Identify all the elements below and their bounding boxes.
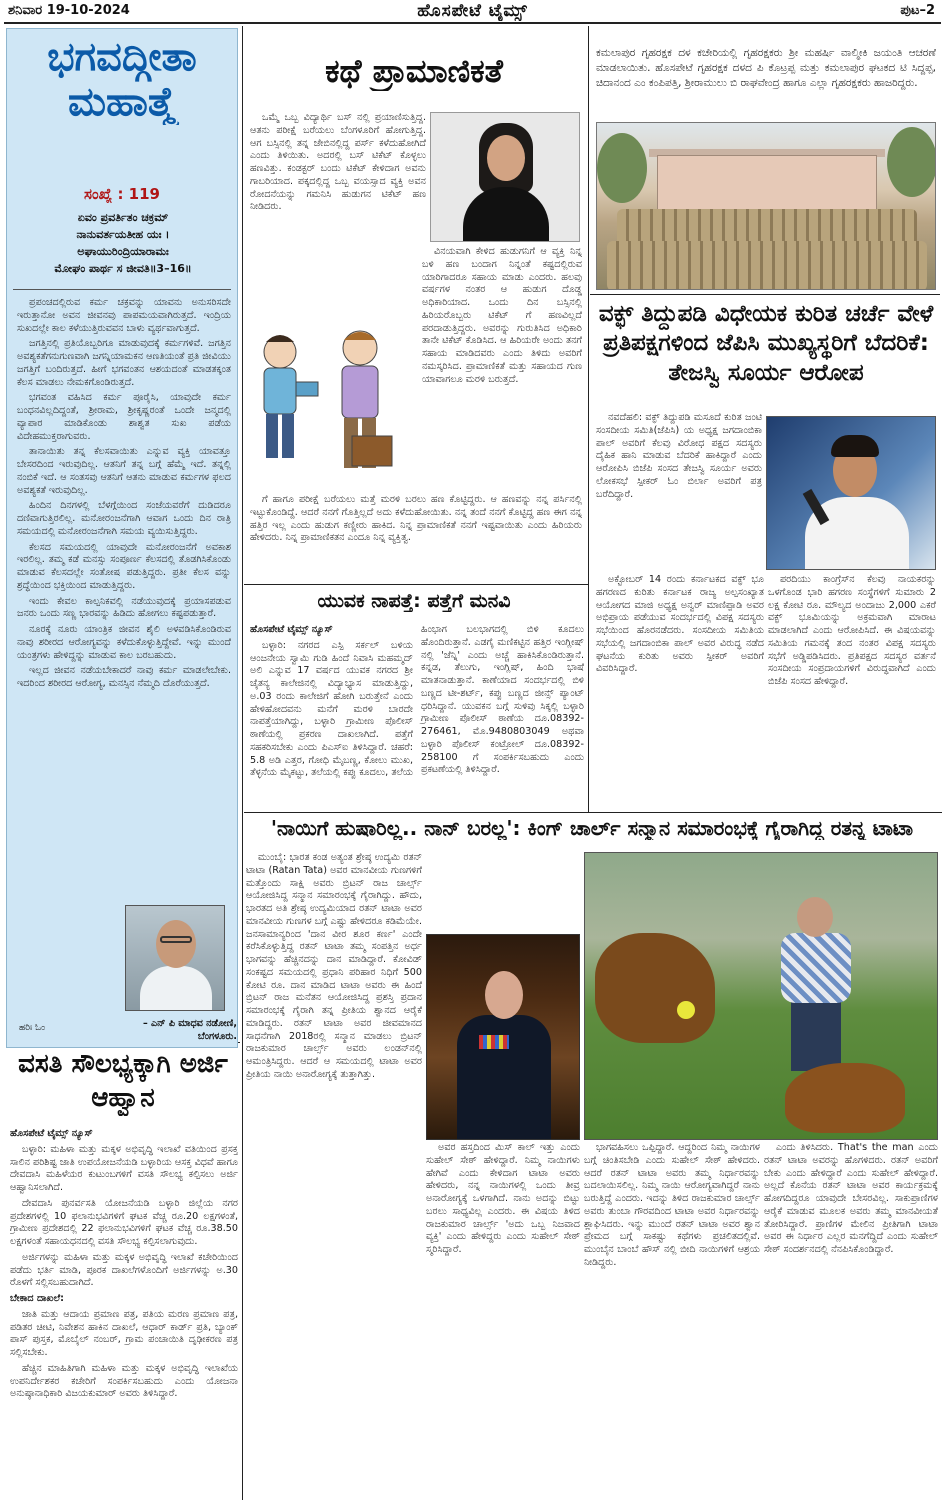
verse-line: ಅಘಾಯುರಿಂದ್ರಿಯಾರಾಮಃ bbox=[77, 245, 169, 259]
gita-paragraph: ಭಗವಂತ ವಹಿಸಿದ ಕರ್ಮ ಪೂರೈಸಿ, ಯಾವುದೇ ಕರ್ಮ ಬಂಧನವಿಲ್ಲದಿದ್ದಂತೆ, ಶ್ರೀರಾಮ, ಶ್ರೀಕೃಷ್ಣರಂತೆ ಒಂದೇ ಜನ್ಮದಲ್ಲಿ ವ್ಯಾಪಾರ ಮಾಡಿಕೊಂಡು ಶಾಶ್ವತ ಸುಖ ಪಡೆಯ ವಿದೇಹಮುಕ್ತರಾಗುವರು. bbox=[17, 392, 231, 442]
vasati-byline: ಹೊಸಪೇಟೆ ಟೈಮ್ಸ್ ನ್ಯೂಸ್ bbox=[10, 1128, 93, 1139]
vasati-paragraph: ಹೆಚ್ಚಿನ ಮಾಹಿತಿಗಾಗಿ ಮಹಿಳಾ ಮತ್ತು ಮಕ್ಕಳ ಅಭಿವೃದ್ಧಿ ಇಲಾಖೆಯ ಉಪನಿರ್ದೇಶಕರ ಕಚೇರಿಗೆ ಸಂಪರ್ಕಿಸಬಹುದು ಎಂದು ಯೋಜನಾ ಅನುಷ್ಠಾನಾಧಿಕಾರಿ ವಿಜಯಕುಮಾರ್ ಅವರು ತಿಳಿಸಿದ್ದಾರೆ. bbox=[10, 1362, 238, 1400]
gita-box bbox=[6, 28, 238, 1048]
tata-body bbox=[424, 852, 578, 932]
waqf-body bbox=[596, 412, 762, 572]
column-rule-1 bbox=[242, 26, 243, 1500]
gita-paragraph: ನೂರಕ್ಕೆ ನೂರು ಯಾಂತ್ರಿಕ ಜೀವನ ಶೈಲಿ ಅಳವಡಿಸಿಕೊಂಡಿರುವ ನಾವು ಶರೀರದ ಆರೋಗ್ಯವನ್ನು ಕಳೆದುಕೊಳ್ಳುತ್ತಿದ್ದೇವೆ. ಇನ್ನು ಮುಂದೆ ಯಂತ್ರಗಳು ಹೇಳಿದ್ದನ್ನು ಮಾಡುವ ಕಾಲ ಬರಬಹುದು. bbox=[17, 624, 231, 661]
waqf-paragraph: ಪರದಿಯು ಕಾಂಗ್ರೆಸ್‌ನ ಕೆಲವು ನಾಯಕರನ್ನು ಒಳಗೊಂಡ ಭಾರಿ ಹಗರಣ ಸಂಸ್ಥೆಗಳಿಗೆ ಸುಮಾರು 2 ಲಕ್ಷ ಕೋಟಿ ರೂ. ಮೌಲ್ಯದ ಅಂದಾಜು 2,000 ಎಕರೆ ವಕ್ಫ್ ಭೂಮಿಯನ್ನು ಅಕ್ರಮವಾಗಿ ಮಾರಾಟ ಮಾಡಲಾಗಿದೆ ಎಂದು ಆರೋಪಿಸಿದೆ. ಈ ವಿಷಯವನ್ನು ಸಮಿತಿಯ ಗಮನಕ್ಕೆ ತಂದ ನಂತರ ವಿಪಕ್ಷ ಸದಸ್ಯರು ಸಭೆಗೆ ಅಡ್ಡಿಪಡಿಸಿದರು. ಪ್ರತಿಪಕ್ಷದ ಸದಸ್ಯರ ವರ್ತನೆ ಸಂಸದೀಯ ಸಂಪ್ರದಾಯಗಳಿಗೆ ವಿರುದ್ಧವಾಗಿದೆ ಎಂದು ಬಿಜೆಪಿ ಸಂಸದ ಹೇಳಿದ್ದಾರೆ. bbox=[768, 574, 936, 687]
homeguard-caption: ಕಮಲಾಪುರ ಗೃಹರಕ್ಷಕ ದಳ ಕಚೇರಿಯಲ್ಲಿ ಗೃಹರಕ್ಷಕರು ಶ್ರೀ ಮಹರ್ಷಿ ವಾಲ್ಮೀಕಿ ಜಯಂತಿ ಆಚರಣೆ ಮಾಡಲಾಯಿತು. ಹೊಸಪೇಟೆ ಗೃಹರಕ್ಷಕ ದಳದ ಪಿ ಕೊಟ್ರಪ್ಪ ಮತ್ತು ಕಮಲಾಪುರ ಘಟಕದ ಟಿ ಸಿದ್ದಪ್ಪ, ಚಿದಾನಂದ ಎಂ ಕಂಪಿಪತ್ತಿ, ಶ್ರೀರಾಮುಲು ಬಿ ರಾಘವೇಂದ್ರ ಹಾಗೂ ಎಲ್ಲಾ ಗೃಹರಕ್ಷಕರು ಹಾಜರಿದ್ದರು. bbox=[596, 47, 936, 90]
column-rule-2 bbox=[588, 26, 589, 812]
tata-body bbox=[764, 1142, 938, 1492]
masthead-title: ಹೊಸಪೇಟೆ ಟೈಮ್ಸ್ bbox=[417, 1, 528, 21]
katha-body bbox=[422, 246, 582, 492]
gita-paragraph: ತಾನಾಯಿತು ತನ್ನ ಕೆಲಸವಾಯಿತು ಎನ್ನುವ ವ್ಯಕ್ತಿ ಯಾವತ್ತೂ ಬೇಸರದಿಂದ ಇರುವುದಿಲ್ಲ. ಆತನಿಗೆ ತನ್ನ ಬಗ್ಗೆ ಹೆಮ್ಮೆ ಇದೆ. ತನ್ನಲ್ಲಿ ನಂಬಿಕೆ ಇದೆ. ಆ ಸಂತಸವು ಆತನಿಗೆ ಆತನು ಮಾಡುವ ಕರ್ಮಗಳ ಫಲದ ಅವಶ್ಯಕತೆ ಇರುವುದಿಲ್ಲ. bbox=[17, 446, 231, 496]
page-number: ಪುಟ–2 bbox=[900, 3, 935, 18]
tata-paragraph: ಭಾಗವಹಿಸಲು ಒಪ್ಪಿದ್ದಾರೆ. ಆದ್ದರಿಂದ ನಿಮ್ಮ ನಾಯಿಗಳ ಬಗ್ಗೆ ಚಿಂತಿಸಬೇಡಿ ಎಂದು ಸುಹೇಲ್ ಸೇಠ್ ಹೇಳಿದರು. ಆದರೆ ರತನ್ ಟಾಟಾ ಅವರು ತಮ್ಮ ನಿರ್ಧಾರವನ್ನು ಬದಲಾಯಿಸಲಿಲ್ಲ. ನಿಮ್ಮ ನಾಯಿ ಆರೋಗ್ಯವಾಗಿದ್ದರೆ ನಾನು ಬರುತ್ತಿದ್ದೆ ಎಂದರು. ಇದನ್ನು ತಿಳಿದ ರಾಜಕುಮಾರ ಚಾರ್ಲ್ಸ್ ಅವರು ತುಂಬಾ ಗೌರವದಿಂದ ಟಾಟಾ ಅವರ ನಿರ್ಧಾರವನ್ನು ಶ್ಲಾಘಿಸಿದರು. ಇನ್ನು ಮುಂದೆ ರತನ್ ಟಾಟಾ ಅವರ ಶ್ವಾನ ಪ್ರೇಮದ ಬಗ್ಗೆ ಸಾಕಷ್ಟು ಕಥೆಗಳು ಪ್ರಚಲಿತದಲ್ಲಿವೆ. ಮುಂಬೈನ ಬಾಂಬೆ ಹೌಸ್ ನಲ್ಲಿ ಬೀದಿ ನಾಯಿಗಳಿಗೆ ಆಶ್ರಯ ನೀಡಿದ್ದರು. bbox=[584, 1142, 760, 1268]
vasati-body bbox=[10, 1128, 238, 1494]
yuvaka-byline: ಹೊಸಪೇಟೆ ಟೈಮ್ಸ್ ನ್ಯೂಸ್ bbox=[250, 624, 333, 635]
gita-number: ಸಂಖ್ಯೆ : 119 bbox=[84, 185, 160, 203]
waqf-body bbox=[596, 574, 764, 810]
tata-body bbox=[426, 1142, 580, 1492]
gita-paragraph: ಪ್ರಪಂಚದಲ್ಲಿರುವ ಕರ್ಮ ಚಕ್ರವನ್ನು ಯಾವನು ಅನುಸರಿಸದೇ ಇರುತ್ತಾನೋ ಅವನ ಜೀವನವು ಪಾಪಮಯವಾಗಿರುತ್ತದೆ. ಇಂದ್ರಿಯ ಸುಖದಲ್ಲೇ ಕಾಲ ಕಳೆಯುತ್ತಿರುವವನ ಬಾಳು ವ್ಯರ್ಥವಾಗುತ್ತದೆ. bbox=[17, 297, 231, 334]
katha-paragraph: ವಿನಯವಾಗಿ ಕೇಳಿದ ಹುಡುಗನಿಗೆ ಆ ವ್ಯಕ್ತಿ ನಿನ್ನ ಬಳಿ ಹಣ ಬಂದಾಗ ನಿನ್ನಂತೆ ಕಷ್ಟದಲ್ಲಿರುವ ಯಾರಿಗಾದರೂ ಸಹಾಯ ಮಾಡು ಎಂದರು. ಹಲವು ವರ್ಷಗಳ ನಂತರ ಆ ಹುಡುಗ ದೊಡ್ಡ ಅಧಿಕಾರಿಯಾದ. ಒಂದು ದಿನ ಬಸ್ಸಿನಲ್ಲಿ ಹಿರಿಯರೊಬ್ಬರು ಟಿಕೆಟ್ ಗೆ ಹಣವಿಲ್ಲದೆ ಪರದಾಡುತ್ತಿದ್ದರು. ಅವರನ್ನು ಗುರುತಿಸಿದ ಅಧಿಕಾರಿ ತಾನೇ ಟಿಕೆಟ್ ಕೊಡಿಸಿದ. ಆ ಹಿರಿಯರೇ ಅಂದು ತನಗೆ ಸಹಾಯ ಮಾಡಿದವರು ಎಂದು ತಿಳಿದು ಅವರಿಗೆ ನಮಸ್ಕರಿಸಿದ. ಪ್ರಾಮಾಣಿಕತೆ ಮತ್ತು ಸಹಾಯದ ಗುಣ ಯಾವಾಗಲೂ ಮರಳಿ ಬರುತ್ತದೆ. bbox=[422, 246, 582, 385]
vasati-headline: ವಸತಿ ಸೌಲಭ್ಯಕ್ಕಾಗಿ ಅರ್ಜಿ ಆಹ್ವಾನ bbox=[18, 1049, 228, 1113]
yuvaka-body bbox=[250, 624, 584, 824]
tata-paragraph: ಅವರ ಹಸ್ತದಿಂದ ಮಿಸ್ ಕಾಲ್ ಇತ್ತು ಎಂದು ಸುಹೇಲ್ ಸೇಠ್ ಹೇಳಿದ್ದಾರೆ. ನಿಮ್ಮ ನಾಯಿಗಳು ಹೇಗಿವೆ ಎಂದು ಕೇಳಿದಾಗ ಟಾಟಾ ಅವರು ಹೇಳಿದರು, ನನ್ನ ನಾಯಿಗಳಲ್ಲಿ ಒಂದು ತೀವ್ರ ಅನಾರೋಗ್ಯಕ್ಕೆ ಒಳಗಾಗಿದೆ. ನಾನು ಅದನ್ನು ಬಿಟ್ಟು ಬರಲು ಸಾಧ್ಯವಿಲ್ಲ ಎಂದರು. ಈ ವಿಷಯ ತಿಳಿದ ರಾಜಕುಮಾರ ಚಾರ್ಲ್ಸ್ 'ಅದು ಒಬ್ಬ ನಿಜವಾದ ವ್ಯಕ್ತಿ' ಎಂದು ಹೇಳಿದ್ದರು ಎಂದು ಸುಹೇಲ್ ಸೇಠ್ ಸ್ಮರಿಸಿದ್ದಾರೆ. bbox=[426, 1142, 580, 1255]
vasati-paragraph: ಜಾತಿ ಮತ್ತು ಆದಾಯ ಪ್ರಮಾಣ ಪತ್ರ, ಪತಿಯ ಮರಣ ಪ್ರಮಾಣ ಪತ್ರ, ಪಡಿತರ ಚೀಟಿ, ನಿವೇಶನ ಹಾಕಿನ ದಾಖಲೆ, ಆಧಾರ್ ಕಾರ್ಡ್ ಪ್ರತಿ, ಬ್ಯಾಂಕ್ ಪಾಸ್ ಪುಸ್ತಕ, ಮೊಬೈಲ್ ನಂಬರ್, ಗ್ರಾಮ ಪಂಚಾಯಿತಿ ದೃಢೀಕರಣ ಪತ್ರ ಸಲ್ಲಿಸಬೇಕು. bbox=[10, 1308, 238, 1358]
section-rule-katha bbox=[244, 584, 588, 585]
gita-author bbox=[77, 1017, 237, 1044]
waqf-body bbox=[768, 574, 936, 810]
author-name: – ಎನ್ ಪಿ ಮಾಧವ ನಡೋಣಿ, bbox=[143, 1018, 237, 1029]
vasati-docs-heading: ಬೇಕಾದ ದಾಖಲೆ: bbox=[10, 1293, 64, 1304]
yuvaka-paragraph: ಬಳ್ಳಾರಿ: ನಗರದ ಎಸ್ಪಿ ಸರ್ಕಲ್ ಬಳಿಯ ಆಂಜನೇಯ ಸ್ವಾಮಿ ಗುಡಿ ಹಿಂದೆ ನಿವಾಸಿ ಮಹಮ್ಮದ್ ಅಲಿ ಎನ್ನುವ 17 ವರ್ಷದ ಯುವಕ ನಗರದ ಶ್ರೀ ಚೈತನ್ಯ ಕಾಲೇಜಿನಲ್ಲಿ ವಿದ್ಯಾಭ್ಯಾಸ ಮಾಡುತ್ತಿದ್ದು, ಅ.03 ರಂದು ಕಾಲೇಜಿಗೆ ಹೋಗಿ ಬರುತ್ತೇನೆ ಎಂದು ಹೇಳಿಹೋದವನು ಮನೆಗೆ ಮರಳಿ ಬಾರದೇ ನಾಪತ್ತೆಯಾಗಿದ್ದು, ಬಳ್ಳಾರಿ ಗ್ರಾಮೀಣ ಪೊಲೀಸ್ ಠಾಣೆಯಲ್ಲಿ ಪ್ರಕರಣ ದಾಖಲಾಗಿದೆ. ಪತ್ತೆಗೆ ಸಹಕರಿಸಬೇಕು ಎಂದು ಪಿಎಸ್ಐ ತಿಳಿಸಿದ್ದಾರೆ. ಚಹರೆ: 5.8 ಅಡಿ ಎತ್ತರ, ಗೋಧಿ ಮೈಬಣ್ಣ, ಕೋಲು ಮುಖ, ತೆಳ್ಳನೆಯ ಮೈಕಟ್ಟು, ತಲೆಯಲ್ಲಿ ಕಪ್ಪು ಕೂದಲು, ತಲೆಯ ಹಿಂಭಾಗ ಬಲಭಾಗದಲ್ಲಿ ಬಿಳಿ ಕೂದಲು ಹೊಂದಿರುತ್ತಾನೆ. ಎಡಗೈ ಮಣಿಕಟ್ಟಿನ ಹತ್ತಿರ ಇಂಗ್ಲೀಷ್ ನಲ್ಲಿ 'ಜೆನ್ನಿ' ಎಂದು ಅಚ್ಚೆ ಹಾಕಿಸಿಕೊಂಡಿರುತ್ತಾನೆ. ಕನ್ನಡ, ತೆಲುಗು, ಇಂಗ್ಲಿಷ್, ಹಿಂದಿ ಭಾಷೆ ಮಾತನಾಡುತ್ತಾನೆ. ಕಾಣೆಯಾದ ಸಂದರ್ಭದಲ್ಲಿ ಬಿಳಿ ಬಣ್ಣದ ಟೀ-ಶರ್ಟ್, ಕಪ್ಪು ಬಣ್ಣದ ಜೀನ್ಸ್ ಪ್ಯಾಂಟ್ ಧರಿಸಿದ್ದಾನೆ. ಯುವಕನ ಬಗ್ಗೆ ಸುಳಿವು ಸಿಕ್ಕಲ್ಲಿ ಬಳ್ಳಾರಿ ಗ್ರಾಮೀಣ ಪೊಲೀಸ್ ಠಾಣೆಯ ದೂ.08392-276461, ಮೊ.9480803049 ಅಥವಾ ಬಳ್ಳಾರಿ ಪೊಲೀಸ್ ಕಂಟ್ರೋಲ್ ದೂ.08392-258100 ಗೆ ಸಂಪರ್ಕಿಸಬಹುದು ಎಂದು ಪ್ರಕಟಣೆಯಲ್ಲಿ ತಿಳಿಸಿದ್ದಾರೆ. bbox=[250, 624, 584, 779]
vasati-paragraph: ದೇವದಾಸಿ ಪುನರ್ವಸತಿ ಯೋಜನೆಯಡಿ ಬಳ್ಳಾರಿ ಜಿಲ್ಲೆಯ ನಗರ ಪ್ರದೇಶಗಳಲ್ಲಿ 10 ಫಲಾನುಭವಿಗಳಿಗೆ ಘಟಕ ವೆಚ್ಚ ರೂ.20 ಲಕ್ಷಗಳಂತೆ, ಗ್ರಾಮೀಣ ಪ್ರದೇಶದಲ್ಲಿ 22 ಫಲಾನುಭವಿಗಳಿಗೆ ಘಟಕ ವೆಚ್ಚ ರೂ.38.50 ಲಕ್ಷಗಳಂತೆ ಸಹಾಯಧನದಲ್ಲಿ ವಸತಿ ಸೌಲಭ್ಯ ಕಲ್ಪಿಸಲಾಗುವುದು. bbox=[10, 1197, 238, 1247]
gita-paragraph: ಜಗತ್ತಿನಲ್ಲಿ ಪ್ರತಿಯೊಬ್ಬರಿಗೂ ಮಾಡುವುದಕ್ಕೆ ಕರ್ಮಗಳಿವೆ. ಜಗತ್ತಿನ ಅವಶ್ಯಕತೆಗನುಗುಣವಾಗಿ ಜಗನ್ನಿಯಾಮಕನ ಆಣತಿಯಂತೆ ಪ್ರತಿ ಜೀವಿಯು ಜಗತ್ತಿಗೆ ಬಂದಿರುತ್ತದೆ. ಹೀಗೆ ಭಗವಂತನ ಆಶಯದಂತೆ ಮಾಡತಕ್ಕಂತ ಕೆಲಸ ಮಾಡಲು ನೇಮಕಗೊಂಡಿರುತ್ತದೆ. bbox=[17, 338, 231, 388]
yuvaka-headline: ಯುವಕ ನಾಪತ್ತೆ: ಪತ್ತೆಗೆ ಮನವಿ bbox=[317, 590, 511, 612]
header-rule bbox=[4, 22, 941, 24]
verse-line: ನಾನುವರ್ತಯತೀಹ ಯಃ । bbox=[76, 228, 170, 242]
author-photo bbox=[125, 905, 225, 1011]
gita-paragraph: ಹಿಂದಿನ ದಿನಗಳಲ್ಲಿ ಬೆಳಗ್ಗೆಯಿಂದ ಸಂಜೆಯವರೆಗೆ ದುಡಿದರೂ ದಣಿವಾಗುತ್ತಿರಲಿಲ್ಲ. ಮನೋರಂಜನೆಗಾಗಿ ಆವಾಗ ಒಂದು ದಿನ ರಾತ್ರಿ ಸಮಯದಲ್ಲಿ ಮನೋರಂಜನೆಗಾಗಿ ಸಮಯ ವ್ಯಯಿಸುತ್ತಿದ್ದರು. bbox=[17, 500, 231, 537]
vasati-paragraph: ಬಳ್ಳಾರಿ: ಮಹಿಳಾ ಮತ್ತು ಮಕ್ಕಳ ಅಭಿವೃದ್ಧಿ ಇಲಾಖೆ ವತಿಯಿಂದ ಪ್ರಸಕ್ತ ಸಾಲಿನ ಪರಿಶಿಷ್ಟ ಜಾತಿ ಉಪಯೋಜನೆಯಡಿ ಬಳ್ಳಾರಿಯ ಆಸಕ್ತ ವಿಧವೆ ಹಾಗೂ ದೇವದಾಸಿ ಮಹಿಳೆಯರ ಕುಟುಂಬಗಳಿಗೆ ವಸತಿ ಸೌಲಭ್ಯ ಕಲ್ಪಿಸಲು ಅರ್ಜಿ ಆಹ್ವಾನಿಸಲಾಗಿದೆ. bbox=[10, 1143, 238, 1193]
katha-body bbox=[250, 112, 426, 308]
author-city: ಬೆಂಗಳೂರು. bbox=[197, 1031, 237, 1043]
waqf-paragraph: ಅಕ್ಟೋಬರ್ 14 ರಂದು ಕರ್ನಾಟಕದ ವಕ್ಫ್ ಭೂ ಹಗರಣದ ಕುರಿತು ಕರ್ನಾಟಕ ರಾಜ್ಯ ಅಲ್ಪಸಂಖ್ಯಾತ ಆಯೋಗದ ಮಾಜಿ ಅಧ್ಯಕ್ಷ ಅನ್ವರ್ ಮಾಣಿಪ್ಪಾಡಿ ಅವರ ಅಭಿಪ್ರಾಯ ಪಡೆಯುವ ಸಂದರ್ಭದಲ್ಲಿ ವಿಪಕ್ಷ ಸದಸ್ಯರು ಸಭೆಯಿಂದ ಹೊರನಡೆದರು. ಸಂಸದೀಯ ಸಮಿತಿಯ ಸಭೆಯಲ್ಲಿ ಜಗದಾಂಬಿಕಾ ಪಾಲ್ ಅವರ ವಿರುದ್ಧ ನಡೆದ ಘಟನೆಯ ಕುರಿತು ಅವರು ಸ್ಪೀಕರ್ ಅವರಿಗೆ ವಿವರಿಸಿದ್ದಾರೆ. bbox=[596, 574, 764, 675]
homeguard-photo bbox=[596, 122, 936, 290]
katha-author-photo bbox=[430, 112, 580, 242]
header-date: ಶನಿವಾರ 19-10-2024 bbox=[8, 3, 130, 18]
tejasvi-surya-photo bbox=[766, 416, 936, 570]
katha-headline: ಕಥೆ ಪ್ರಾಮಾಣಿಕತೆ bbox=[325, 52, 503, 90]
gita-paragraph: ಇಂದು ಕೇವಲ ಕಾಲ್ಪನಿಕವಲ್ಲಿ ನಡೆಯುವುದಕ್ಕೆ ಪ್ರಯಾಸಪಡುವ ಜನರು ಒಂದು ಸಣ್ಣ ಭಾರವನ್ನು ಹಿಡಿದು ಹೋಗಲು ಕಷ್ಟಪಡುತ್ತಾರೆ. bbox=[17, 595, 231, 620]
gita-verse bbox=[13, 209, 233, 277]
gita-body bbox=[17, 297, 231, 897]
katha-illustration bbox=[248, 312, 400, 492]
gita-paragraph: ಕೆಲಸದ ಸಮಯದಲ್ಲಿ ಯಾವುದೇ ಮನೋರಂಜನೆಗೆ ಅವಕಾಶ ಇರಲಿಲ್ಲ. ತಮ್ಮ ಕಡೆ ಮನಸ್ಸು ಸಂಪೂರ್ಣ ಕೆಲಸದಲ್ಲಿ ತೊಡಗಿಸಿಕೊಂಡು ಮಾಡುವ ಕೆಲಸದಲ್ಲೇ ಸಂತೋಷ ಪಡುತ್ತಿದ್ದರು. ಪ್ರತೀ ಕೆಲಸ ವನ್ನು ಶ್ರದ್ಧೆಯಿಂದ ಭಕ್ತಿಯಿಂದ ಮಾಡುತ್ತಿದ್ದರು. bbox=[17, 541, 231, 591]
section-rule-photo bbox=[590, 294, 940, 295]
tata-body bbox=[246, 852, 422, 1492]
verse-line: ಮೋಘಂ ಪಾರ್ಥ ಸ ಜೀವತಿ॥3–16॥ bbox=[54, 262, 192, 276]
gita-title: ಭಗವದ್ಗೀತಾ ಮಹಾತ್ಮೆ bbox=[47, 35, 197, 125]
verse-line: ಏವಂ ಪ್ರವರ್ತಿತಂ ಚಕ್ರಮ್ bbox=[77, 211, 169, 224]
tata-headline: 'ನಾಯಿಗೆ ಹುಷಾರಿಲ್ಲ.. ನಾನ್ ಬರಲ್ಲ': ಕಿಂಗ್ ಚಾರ್ಲ್ ಸನ್ಮಾನ ಸಮಾರಂಭಕ್ಕೆ ಗೈರಾಗಿದ್ದ ರತನ್ನ ಟಾಟಾ bbox=[270, 816, 914, 840]
vasati-paragraph: ಅರ್ಜಿಗಳನ್ನು ಮಹಿಳಾ ಮತ್ತು ಮಕ್ಕಳ ಅಭಿವೃದ್ಧಿ ಇಲಾಖೆ ಕಚೇರಿಯಿಂದ ಪಡೆದು ಭರ್ತಿ ಮಾಡಿ, ಪೂರಕ ದಾಖಲೆಗಳೊಂದಿಗೆ ಅರ್ಜಿಗಳನ್ನು ಅ.30 ರೊಳಗೆ ಸಲ್ಲಿಸಬಹುದಾಗಿದೆ. bbox=[10, 1251, 238, 1289]
tata-paragraph: ಎಂದು ತಿಳಿಸಿದರು. That's the man ಎಂದು ರತನ್ ಟಾಟಾ ಅವರನ್ನು ಹೊಗಳಿದರು. ರತನ್ ಅವರಿಗೆ ಬೇಕು ಎಂದು ಹೇಳಿದ್ದಾರೆ ಎಂದು ಸುಹೇಲ್ ಹೇಳಿದ್ದಾರೆ. ಅಲ್ಲದೆ ಕೊನೆಯ ರತನ್ ಟಾಟಾ ಅವರ ಕಾರ್ಯಕ್ರಮಕ್ಕೆ ಹೋಗದಿದ್ದರೂ ಯಾವುದೇ ಬೇಸರವಿಲ್ಲ. ಸಾಕುಪ್ರಾಣಿಗಳ ಆರೈಕೆ ಮಾಡುವ ಮೂಲಕ ಅವರು ತಮ್ಮ ಮಾನವೀಯತೆ ತೋರಿಸಿದ್ದಾರೆ. ಪ್ರಾಣಿಗಳ ಮೇಲಿನ ಪ್ರೀತಿಗಾಗಿ ಟಾಟಾ ಅವರ ಈ ನಿರ್ಧಾರ ಎಲ್ಲರ ಮನಗೆದ್ದಿದೆ ಎಂದು ಸುಹೇಲ್ ಸೇಠ್ ಸಂದರ್ಶನದಲ್ಲಿ ನೆನಪಿಸಿಕೊಂಡಿದ್ದಾರೆ. bbox=[764, 1142, 938, 1255]
gita-rule bbox=[13, 289, 231, 290]
ratan-tata-dogs-photo bbox=[584, 852, 938, 1140]
gita-closing: ಹರಿಃ ಓಂ bbox=[19, 1023, 46, 1033]
katha-paragraph: ಒಮ್ಮೆ ಒಬ್ಬ ವಿದ್ಯಾರ್ಥಿ ಬಸ್ ನಲ್ಲಿ ಪ್ರಯಾಣಿಸುತ್ತಿದ್ದ. ಆತನು ಪರೀಕ್ಷೆ ಬರೆಯಲು ಬೆಂಗಳೂರಿಗೆ ಹೋಗುತ್ತಿದ್ದ. ಆಗ ಬಸ್ಸಿನಲ್ಲಿ ತನ್ನ ಜೇಬಿನಲ್ಲಿದ್ದ ಪರ್ಸ್ ಕಳೆದುಹೋಗಿದೆ ಎಂದು ತಿಳಿಯಿತು. ಅದರಲ್ಲಿ ಬಸ್ ಟಿಕೆಟ್ ಕೊಳ್ಳಲು ಹಣವಿತ್ತು. ಕಂಡಕ್ಟರ್ ಬಂದು ಟಿಕೆಟ್ ಕೇಳಿದಾಗ ಅವನು ಗಾಬರಿಯಾದ. ಪಕ್ಕದಲ್ಲಿದ್ದ ಒಬ್ಬ ವಯಸ್ಸಾದ ವ್ಯಕ್ತಿ ಅವನ ರೋದನೆಯನ್ನು ಗಮನಿಸಿ ಹುಡುಗನ ಟಿಕೆಟ್ ಹಣ ನೀಡಿದರು. bbox=[250, 112, 426, 213]
tata-body bbox=[584, 1142, 760, 1492]
katha-body bbox=[250, 494, 582, 580]
king-charles-photo bbox=[426, 934, 580, 1140]
waqf-headline: ವಕ್ಫ್ ತಿದ್ದುಪಡಿ ವಿಧೇಯಕ ಕುರಿತ ಚರ್ಚೆ ವೇಳೆ ಪ್ರತಿಪಕ್ಷಗಳಿಂದ ಜೆಪಿಸಿ ಮುಖ್ಯಸ್ಥರಿಗೆ ಬೆದರಿಕೆ: ತೇಜಸ್ವಿ ಸೂರ್ಯ ಆರೋಪ bbox=[598, 301, 934, 386]
gita-paragraph: ಇಲ್ಲದ ಜೀವನ ನಡೆಯಬೇಕಾದರೆ ನಾವು ಕರ್ಮ ಮಾಡಲೇಬೇಕು. ಇದರಿಂದ ಶರೀರದ ಆರೋಗ್ಯ, ಮನಸ್ಸಿನ ನೆಮ್ಮದಿ ದೊರೆಯುತ್ತದೆ. bbox=[17, 665, 231, 689]
tata-paragraph: ಮುಂಬೈ: ಭಾರತ ಕಂಡ ಅತ್ಯಂತ ಶ್ರೇಷ್ಠ ಉದ್ಯಮಿ ರತನ್ ಟಾಟಾ (Ratan Tata) ಅವರ ಮಾನವೀಯ ಗುಣಗಳಿಗೆ ಮತ್ತೊಂದು ಸಾಕ್ಷಿ ಅವರು ಬ್ರಿಟನ್ ರಾಜ ಚಾರ್ಲ್ಸ್ ಆಯೋಜಿಸಿದ್ದ ಸನ್ಮಾನ ಸಮಾರಂಭಕ್ಕೆ ಗೈರಾಗಿದ್ದು. ಹೌದು, ಭಾರತದ ಅತಿ ಶ್ರೇಷ್ಠ ಉದ್ಯಮಿಯಾದ ರತನ್ ಟಾಟಾ ಅವರ ಮಾನವೀಯ ಗುಣಗಳ ಬಗ್ಗೆ ಎಷ್ಟು ಹೇಳಿದರೂ ಕಡಿಮೆಯೇ. ಜನಸಾಮಾನ್ಯರಿಂದ 'ದಾನ ವೀರ ಶೂರ ಕರ್ಣ' ಎಂದೇ ಕರೆಸಿಕೊಳ್ಳುತ್ತಿದ್ದ ರತನ್ ಟಾಟಾ ತಮ್ಮ ಸಂಪತ್ತಿನ ಅರ್ಧ ಭಾಗವನ್ನು ಹೆಚ್ಚಿನದನ್ನು ದಾನ ಮಾಡಿದ್ದಾರೆ. ಕೋವಿಡ್ ಸಂಕಷ್ಟದ ಸಮಯದಲ್ಲಿ ಪ್ರಧಾನಿ ಪರಿಹಾರ ನಿಧಿಗೆ 500 ಕೋಟಿ ರೂ. ದಾನ ಮಾಡಿದ ಟಾಟಾ ಅವರು ಈ ಹಿಂದೆ ಬ್ರಿಟನ್ ರಾಜ ಮನೆತನ ಆಯೋಜಿಸಿದ್ದ ಪ್ರಶಸ್ತಿ ಪ್ರದಾನ ಸಮಾರಂಭಕ್ಕೆ ಗೈರಾಗಿ ತನ್ನ ಪ್ರೀತಿಯ ಶ್ವಾನದ ಆರೈಕೆ ಮಾಡಿದ್ದರು. ರತನ್ ಟಾಟಾ ಅವರ ಜೀವಮಾನದ ಸಾಧನೆಗಾಗಿ 2018ರಲ್ಲಿ ಸನ್ಮಾನ ಮಾಡಲು ಬ್ರಿಟನ್ ರಾಜಕುಮಾರ ಚಾರ್ಲ್ಸ್ ಅವರು ಲಂಡನ್‌ನಲ್ಲಿ ಆಮಂತ್ರಿಸಿದ್ದರು. ಆದರೆ ಆ ಸಮಯದಲ್ಲಿ ಟಾಟಾ ಅವರ ಪ್ರೀತಿಯ ನಾಯಿ ಅನಾರೋಗ್ಯಕ್ಕೆ ತುತ್ತಾಗಿತ್ತು. bbox=[246, 852, 422, 1080]
katha-paragraph: ಗೆ ಹಾಗೂ ಪರೀಕ್ಷೆ ಬರೆಯಲು ಮತ್ತೆ ಮರಳಿ ಬರಲು ಹಣ ಕೊಟ್ಟಿದ್ದರು. ಆ ಹಣವನ್ನು ನನ್ನ ಪರ್ಸಿನಲ್ಲಿ ಇಟ್ಟುಕೊಂಡಿದ್ದೆ. ಆದರೆ ನನಗೆ ಗೊತ್ತಿಲ್ಲದೆ ಅದು ಕಳೆದುಹೋಯಿತು. ನನ್ನ ತಂದೆ ನನಗೆ ಕೊಟ್ಟಿದ್ದ ಹಣ ಈಗ ನನ್ನ ಹತ್ತಿರ ಇಲ್ಲ ಎಂದು ಹುಡುಗ ಕಣ್ಣೀರು ಹಾಕಿದ. ನಿನ್ನ ಪ್ರಾಮಾಣಿಕತೆ ನನಗೆ ಇಷ್ಟವಾಯಿತು ಎಂದು ಹಿರಿಯರು ಹೇಳಿದರು. ನಿನ್ನ ಪ್ರಾಮಾಣಿಕತನ ಎಂದೂ ನಿನ್ನ ವ್ಯಕ್ತಿತ್ವ. bbox=[250, 494, 582, 544]
waqf-paragraph: ನವದೆಹಲಿ: ವಕ್ಫ್ ತಿದ್ದುಪಡಿ ಮಸೂದೆ ಕುರಿತ ಜಂಟಿ ಸಂಸದೀಯ ಸಮಿತಿ(ಜೆಪಿಸಿ) ಯ ಅಧ್ಯಕ್ಷ ಜಗದಾಂಬಿಕಾ ಪಾಲ್ ಅವರಿಗೆ ಕೆಲವು ವಿರೋಧ ಪಕ್ಷದ ಸದಸ್ಯರು ದೈಹಿಕ ಹಾನಿ ಮಾಡುವ ಬೆದರಿಕೆ ಹಾಕಿದ್ದಾರೆ ಎಂದು ಆರೋಪಿಸಿ ಬಿಜೆಪಿ ಸಂಸದ ತೇಜಸ್ವಿ ಸೂರ್ಯ ಅವರು ಲೋಕಸಭೆ ಸ್ಪೀಕರ್ ಓಂ ಬಿರ್ಲಾ ಅವರಿಗೆ ಪತ್ರ ಬರೆದಿದ್ದಾರೆ. bbox=[596, 412, 762, 500]
